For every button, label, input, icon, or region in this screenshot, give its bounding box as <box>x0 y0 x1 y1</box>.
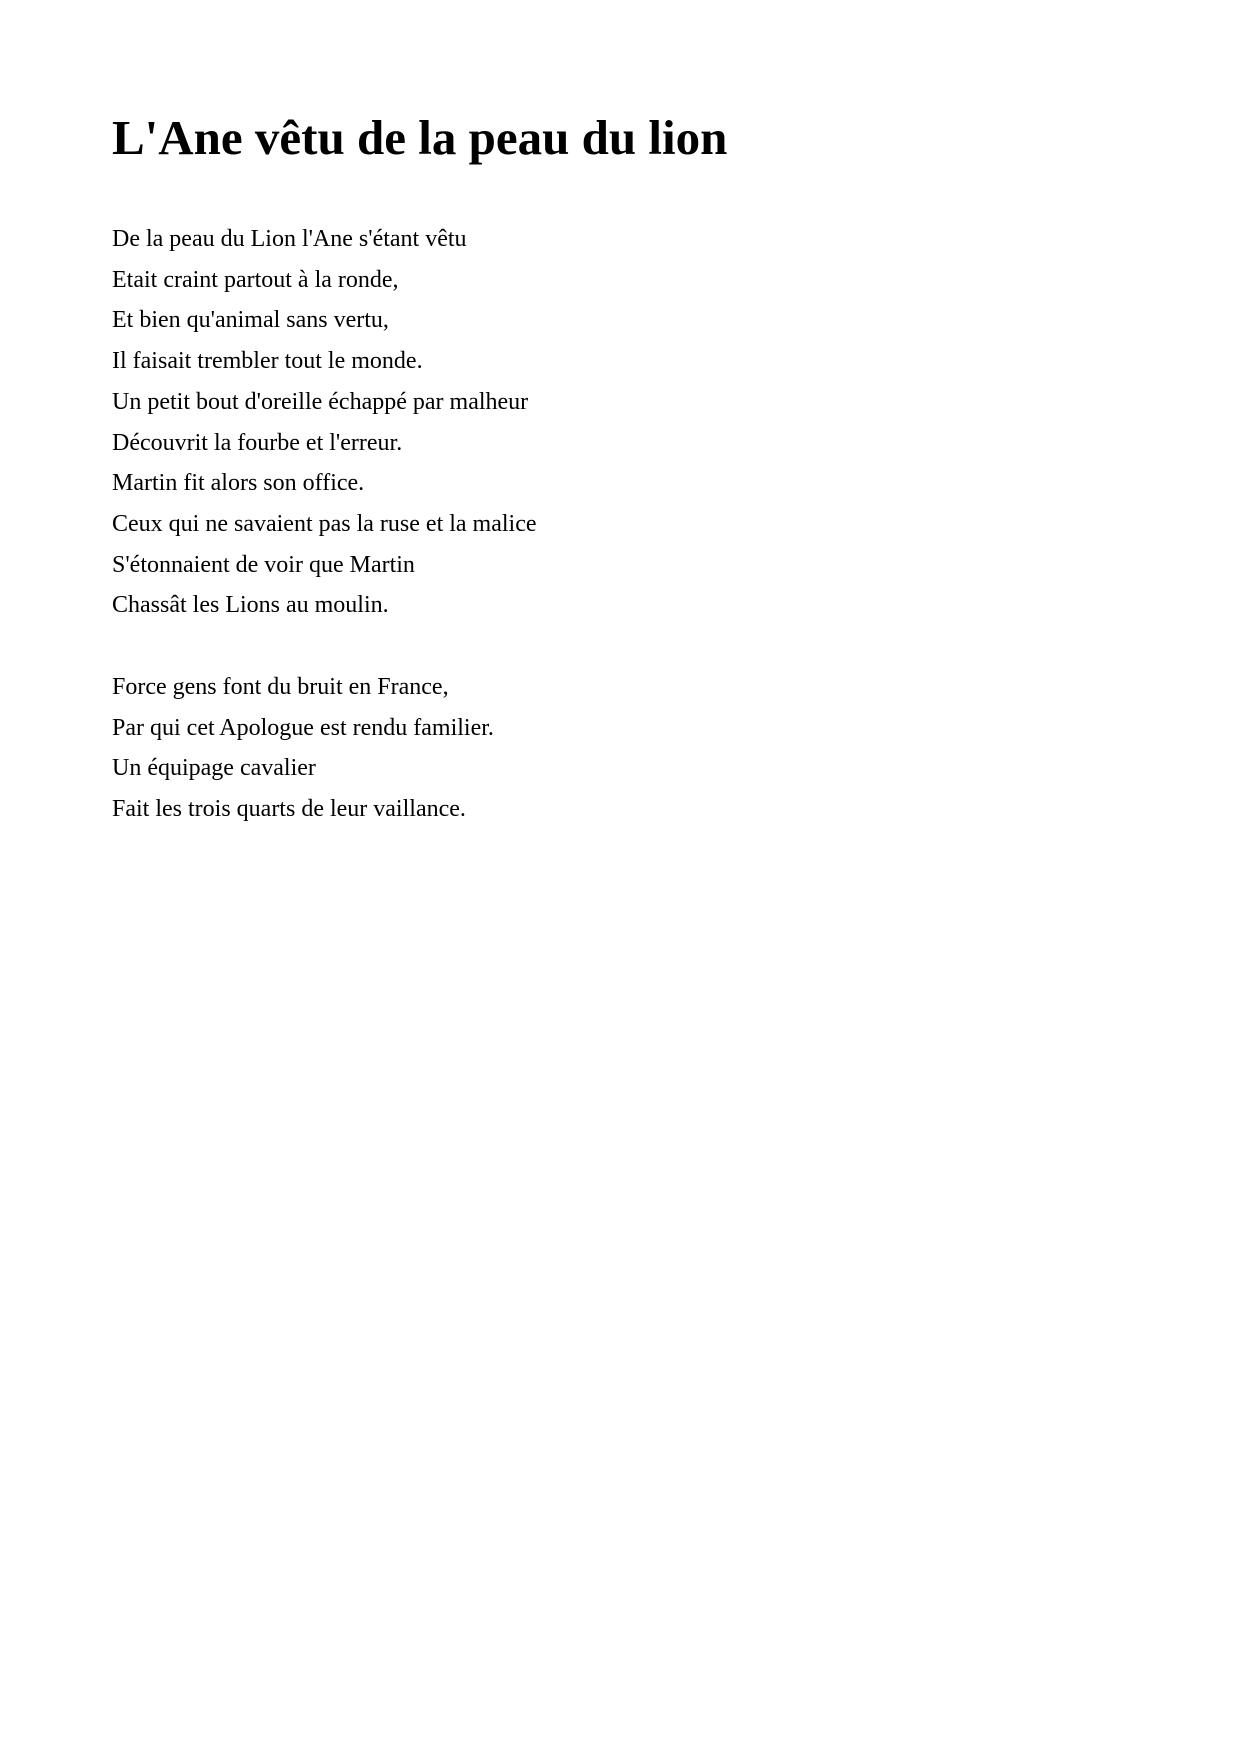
verse-line: Chassât les Lions au moulin. <box>112 592 389 619</box>
verse-line: Force gens font du bruit en France, <box>112 674 449 700</box>
verse-line: Etait craint partout à la ronde, <box>112 266 399 293</box>
poem-title: L'Ane vêtu de la peau du lion <box>112 110 728 165</box>
verse-line: Un équipage cavalier <box>112 755 316 782</box>
verse-line: Découvrit la fourbe et l'erreur. <box>112 429 403 456</box>
stanza-1 <box>112 219 537 626</box>
verse-line: Fait les trois quarts de leur vaillance. <box>112 796 466 823</box>
verse-line: De la peau du Lion l'Ane s'étant vêtu <box>112 226 467 252</box>
verse-line: Un petit bout d'oreille échappé par malheur <box>112 388 529 415</box>
verse-line: Il faisait trembler tout le monde. <box>112 348 423 375</box>
verse-line: Et bien qu'animal sans vertu, <box>112 307 389 334</box>
verse-line: Ceux qui ne savaient pas la ruse et la malice <box>112 510 537 537</box>
stanza-2 <box>112 667 494 830</box>
verse-line: Martin fit alors son office. <box>112 470 365 497</box>
verse-line: S'étonnaient de voir que Martin <box>112 551 415 578</box>
verse-line: Par qui cet Apologue est rendu familier. <box>112 714 494 741</box>
